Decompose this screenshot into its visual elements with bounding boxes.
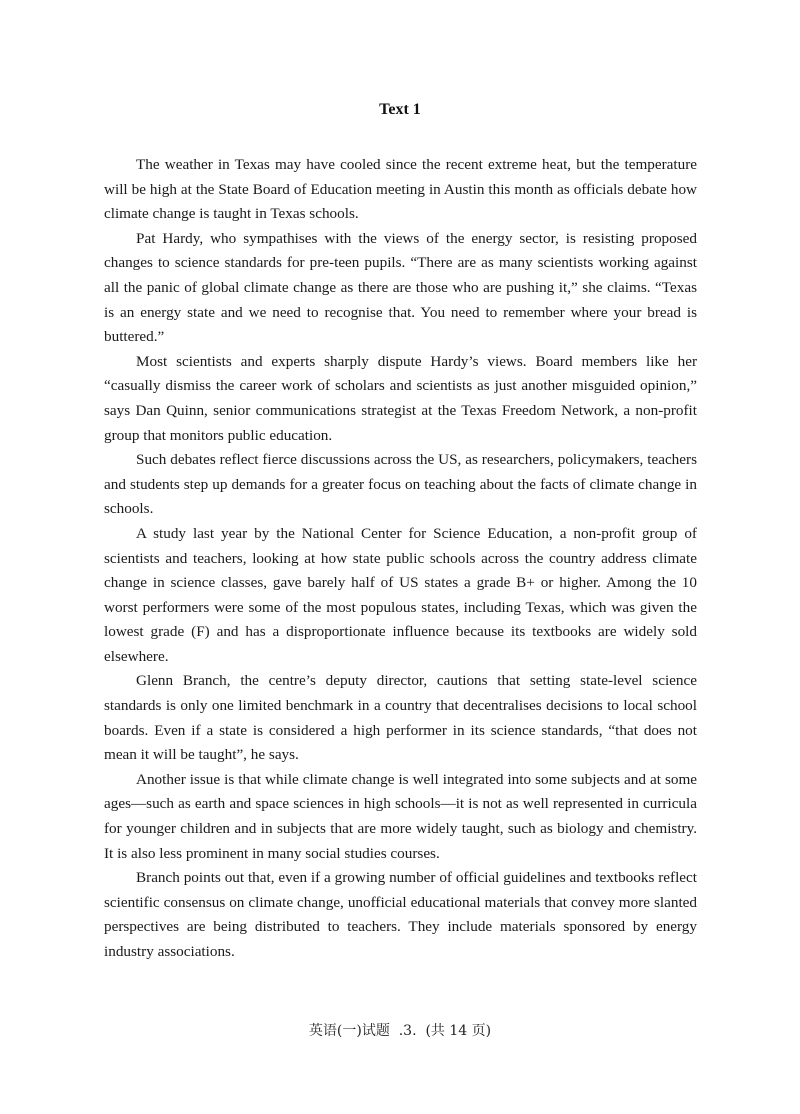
paragraph: A study last year by the National Center for Science Education, a non-profit group of scientists and teachers, looking at how state public schools across the country address climate change in science classes, gave barely half of US states a grade B+ or higher. Among the 10 worst performers were some of the most populous states, including Texas, which was given the lowest grade (F) and has a disproportionate influence because its textbooks are widely sold elsewhere. xyxy=(104,524,697,665)
paragraph: Pat Hardy, who sympathises with the views of the energy sector, is resisting proposed changes to science standards for pre-teen pupils. “There are as many scientists working against all the panic of global climate change as there are those who are pushing it,” she claims. “Texas is an energy state and we need to recognise that. You need to remember where your bread is buttered.” xyxy=(104,229,697,346)
paragraph: Branch points out that, even if a growing number of official guidelines and textbooks reflect scientific consensus on climate change, unofficial educational materials that convey more slanted perspectives are being distributed to teachers. They include materials sponsored by energy industry associations. xyxy=(104,869,697,960)
passage-title: Text 1 xyxy=(379,101,421,118)
paragraph: Such debates reflect fierce discussions across the US, as researchers, policymakers, teachers and students step up demands for a greater focus on teaching about the facts of climate change in schools. xyxy=(104,451,697,518)
paragraph: The weather in Texas may have cooled since the recent extreme heat, but the temperature will be high at the State Board of Education meeting in Austin this month as officials debate how climate change is taught in Texas schools. xyxy=(104,156,697,223)
page-footer: 英语(一)试题 .3. (共 14 页) xyxy=(308,1023,492,1039)
paragraph: Another issue is that while climate change is well integrated into some subjects and at some ages—such as earth and space sciences in high schools—it is not as well represented in curricula for younger children and in subjects that are more widely taught, such as biology and chemistry. It is also less prominent in many social studies courses. xyxy=(104,770,697,862)
passage-body xyxy=(104,153,697,965)
paragraph: Most scientists and experts sharply dispute Hardy’s views. Board members like her “casually dismiss the career work of scholars and scientists as just another misguided opinion,” says Dan Quinn, senior communications strategist at the Texas Freedom Network, a non-profit group that monitors public education. xyxy=(104,352,697,444)
paragraph: Glenn Branch, the centre’s deputy director, cautions that setting state-level science standards is only one limited benchmark in a country that decentralises decisions to local school boards. Even if a state is considered a high performer in its science standards, “that does not mean it will be taught”, he says. xyxy=(104,672,697,764)
